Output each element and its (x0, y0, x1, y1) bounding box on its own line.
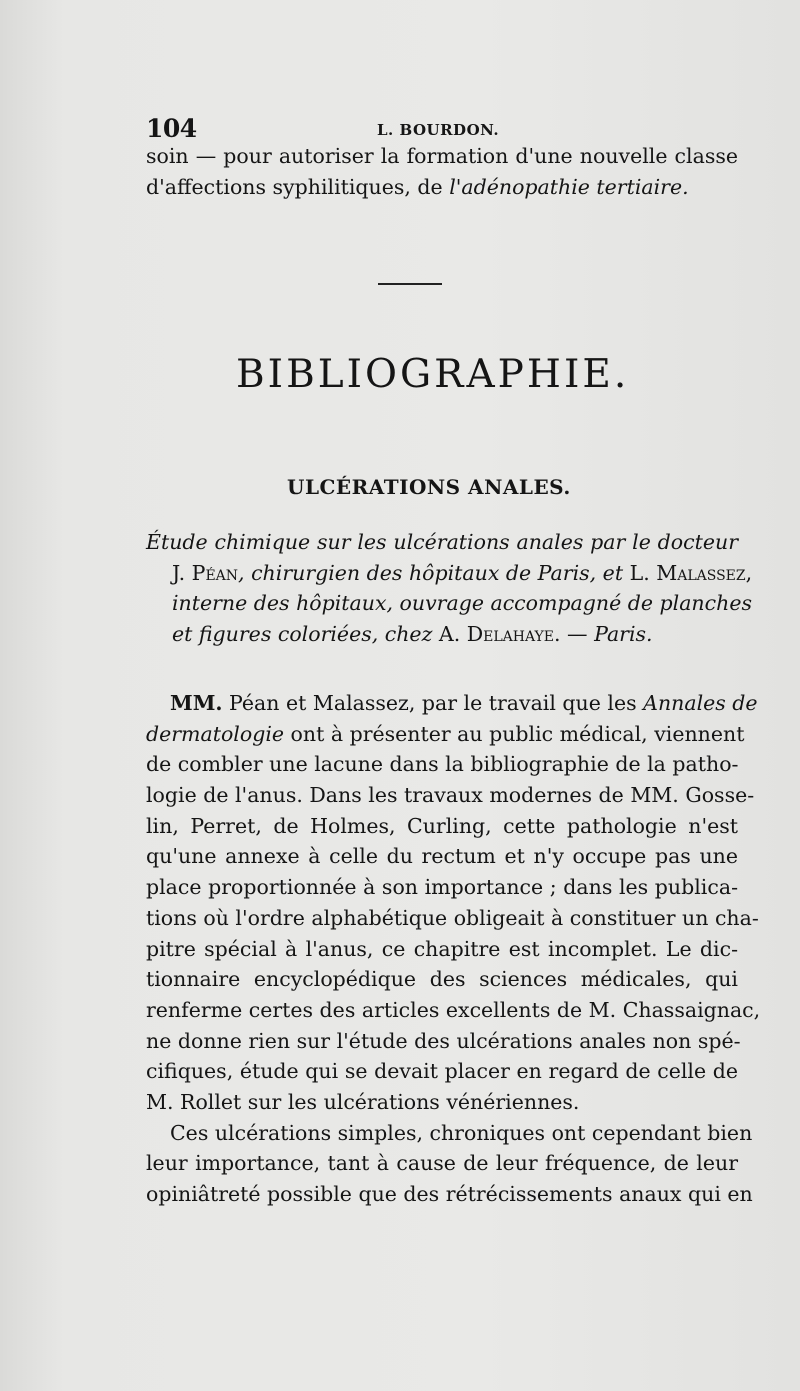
author-name: Péan (191, 560, 239, 585)
text-line: tions où l'ordre alphabétique obligeait à constituer un cha- (146, 905, 759, 930)
body-paragraph (146, 688, 761, 1210)
text-span: Péan et Malassez, par le travail que les (222, 691, 644, 715)
subsection-title: ULCÉRATIONS ANALES. (287, 475, 571, 499)
journal-title: dermatologie (146, 721, 285, 746)
text-line (146, 688, 758, 719)
text-span: d'affections syphilitiques, de (146, 174, 450, 199)
text-span: , (745, 560, 753, 585)
text-line: place proportionnée à son importance ; dans les publica- (146, 875, 738, 900)
text-line: qu'une annexe à celle du rectum et n'y occupe pas une (146, 844, 738, 869)
text-line: cifiques, étude qui se devait placer en regard de celle de (146, 1059, 738, 1084)
reference-line: Étude chimique sur les ulcérations anales par le docteur (146, 530, 738, 554)
text-line: logie de l'anus. Dans les travaux modernes de MM. Gosse- (146, 783, 755, 808)
text-span: , chirurgien des hôpitaux de Paris, et (238, 560, 630, 585)
running-head: L. BOURDON. (377, 121, 500, 139)
text-line: leur importance, tant à cause de leur fréquence, de leur (146, 1151, 738, 1176)
page-number: 104 (146, 114, 197, 143)
text-span: ont à présenter au public médical, viennent (284, 721, 745, 746)
text-line: opiniâtreté possible que des rétrécissements anaux qui en (146, 1182, 753, 1206)
text-line: soin — pour autoriser la formation d'une nouvelle classe (146, 144, 738, 168)
text-line: pitre spécial à l'anus, ce chapitre est incomplet. Le dic- (146, 936, 738, 961)
text-line (146, 719, 745, 750)
text-span: . — (554, 622, 595, 647)
text-span: MM. (170, 691, 223, 715)
text-line: de combler une lacune dans la bibliographie de la patho- (146, 752, 739, 777)
text-line: lin, Perret, de Holmes, Curling, cette pathologie n'est (146, 813, 738, 838)
text-line (146, 172, 738, 203)
text-line: ne donne rien sur l'étude des ulcérations anales non spé- (146, 1028, 741, 1053)
reference-line (146, 619, 738, 650)
publisher-name: A. Delahaye (438, 622, 555, 647)
intro-paragraph (146, 141, 738, 202)
text-span: et figures coloriées, chez (172, 622, 439, 647)
place-name: Paris. (594, 622, 653, 647)
text-span: J. (172, 560, 192, 585)
italic-term: l'adénopathie tertiaire. (449, 174, 689, 199)
section-heading: BIBLIOGRAPHIE. (236, 352, 630, 397)
journal-title: Annales de (643, 691, 758, 715)
text-line: renferme certes des articles excellents de M. Chassaignac, (146, 997, 761, 1022)
separator-rule (378, 283, 442, 285)
reference-line: interne des hôpitaux, ouvrage accompagné de planches (172, 591, 752, 616)
text-line: tionnaire encyclopédique des sciences médicales, qui (146, 967, 738, 992)
bibliographic-reference (146, 527, 753, 650)
text-line: Ces ulcérations simples, chroniques ont cependant bien (170, 1120, 753, 1145)
text-line: M. Rollet sur les ulcérations vénériennes. (146, 1089, 580, 1114)
reference-line (146, 558, 753, 589)
author-name: L. Malassez (629, 560, 746, 585)
